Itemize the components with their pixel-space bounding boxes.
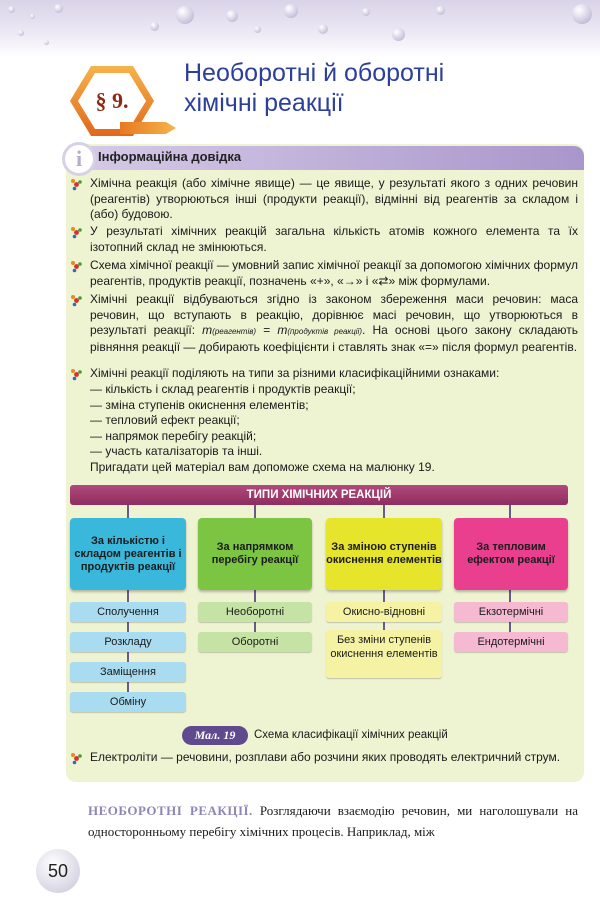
diagram-title: ТИПИ ХІМІЧНИХ РЕАКЦІЙ [70, 485, 568, 505]
list-item: — напрямок перебігу реакцій; [90, 428, 257, 443]
figure-caption: Схема класифікації хімічних реакцій [254, 729, 448, 741]
type-exothermic: Екзотермічні [454, 602, 568, 622]
paragraph-6: Пригадати цей матеріал вам допоможе схема на малюнку 19. [90, 459, 435, 474]
title-line-1: Необоротні й оборотні [184, 59, 445, 87]
paragraph-1: Хімічна реакція (або хімічне явище) — це явище, у результаті якого з одних речовин (реагентів) утворюються інші (продукти реакції), відмінні від реагентів за складом і (або) будовою. [90, 176, 578, 221]
list-item: — участь каталізаторів та інші. [90, 444, 263, 458]
category-by-direction: За напрямком перебігу реакції [198, 518, 312, 590]
paragraph-7: Електроліти — речовини, розплави або розчини яких проводять електричний струм. [90, 750, 561, 764]
paragraph-4: Хімічні реакції відбуваються згідно із законом збереження маси речовин: маса речовин, що вступають в реакцію, дорівнює масі речовин, що утворюються в результаті реакції: m(реагентів) = m(продуктів реакції). На основі цього закону складають рівняння реакції — добирають коефіцієнти і ставлять знак «=» після формул реагентів. [90, 292, 578, 354]
category-by-oxidation: За зміною ступенів окиснення елементів [326, 518, 442, 590]
paragraph-5: Хімічні реакції поділяють на типи за різними класифікаційними ознаками: [90, 366, 500, 380]
atom-bullet-icon [70, 752, 83, 765]
page-number: 50 [36, 849, 80, 893]
category-by-composition: За кількістю і складом реагентів і продуктів реакції [70, 518, 186, 590]
type-reversible: Оборотні [198, 632, 312, 652]
type-non-redox: Без зміни ступенів окиснення елементів [326, 630, 442, 678]
list-item: — зміна ступенів окиснення елементів; [90, 397, 309, 412]
type-irreversible: Необоротні [198, 602, 312, 622]
category-by-heat-effect: За тепловим ефектом реакції [454, 518, 568, 590]
section-number: § 9. [95, 88, 129, 113]
section-heading: НЕОБОРОТНІ РЕАКЦІЇ. [88, 803, 253, 818]
paragraph-3: Схема хімічної реакції — умовний запис хімічної реакції за допомогою хімічних формул реагентів, продуктів реакції, позначень «+», «→» і «⇄» між формулами. [90, 258, 578, 288]
type-substitution: Заміщення [70, 662, 186, 682]
type-exchange: Обміну [70, 692, 186, 712]
info-panel-title: Інформаційна довідка [98, 149, 242, 164]
title-line-2: хімічні реакції [184, 89, 344, 117]
body-paragraph: НЕОБОРОТНІ РЕАКЦІЇ. Розглядаючи взаємодію речовин, ми наголошували на односторонньому перебігу хімічних процесів. Наприклад, між [88, 803, 578, 839]
type-redox: Окисно-відновні [326, 602, 442, 622]
list-item: — кількість і склад реагентів і продуктів реакції; [90, 382, 356, 396]
paragraph-2: У результаті хімічних реакцій загальна кількість атомів кожного елемента та їх ізотопний склад не змінюються. [90, 224, 578, 254]
type-endothermic: Ендотермічні [454, 632, 568, 652]
info-icon: i [62, 142, 96, 176]
type-decomposition: Розкладу [70, 632, 186, 652]
figure-label: Мал. 19 [182, 726, 248, 745]
type-combination: Сполучення [70, 602, 186, 622]
list-item: — тепловий ефект реакції; [90, 413, 240, 427]
